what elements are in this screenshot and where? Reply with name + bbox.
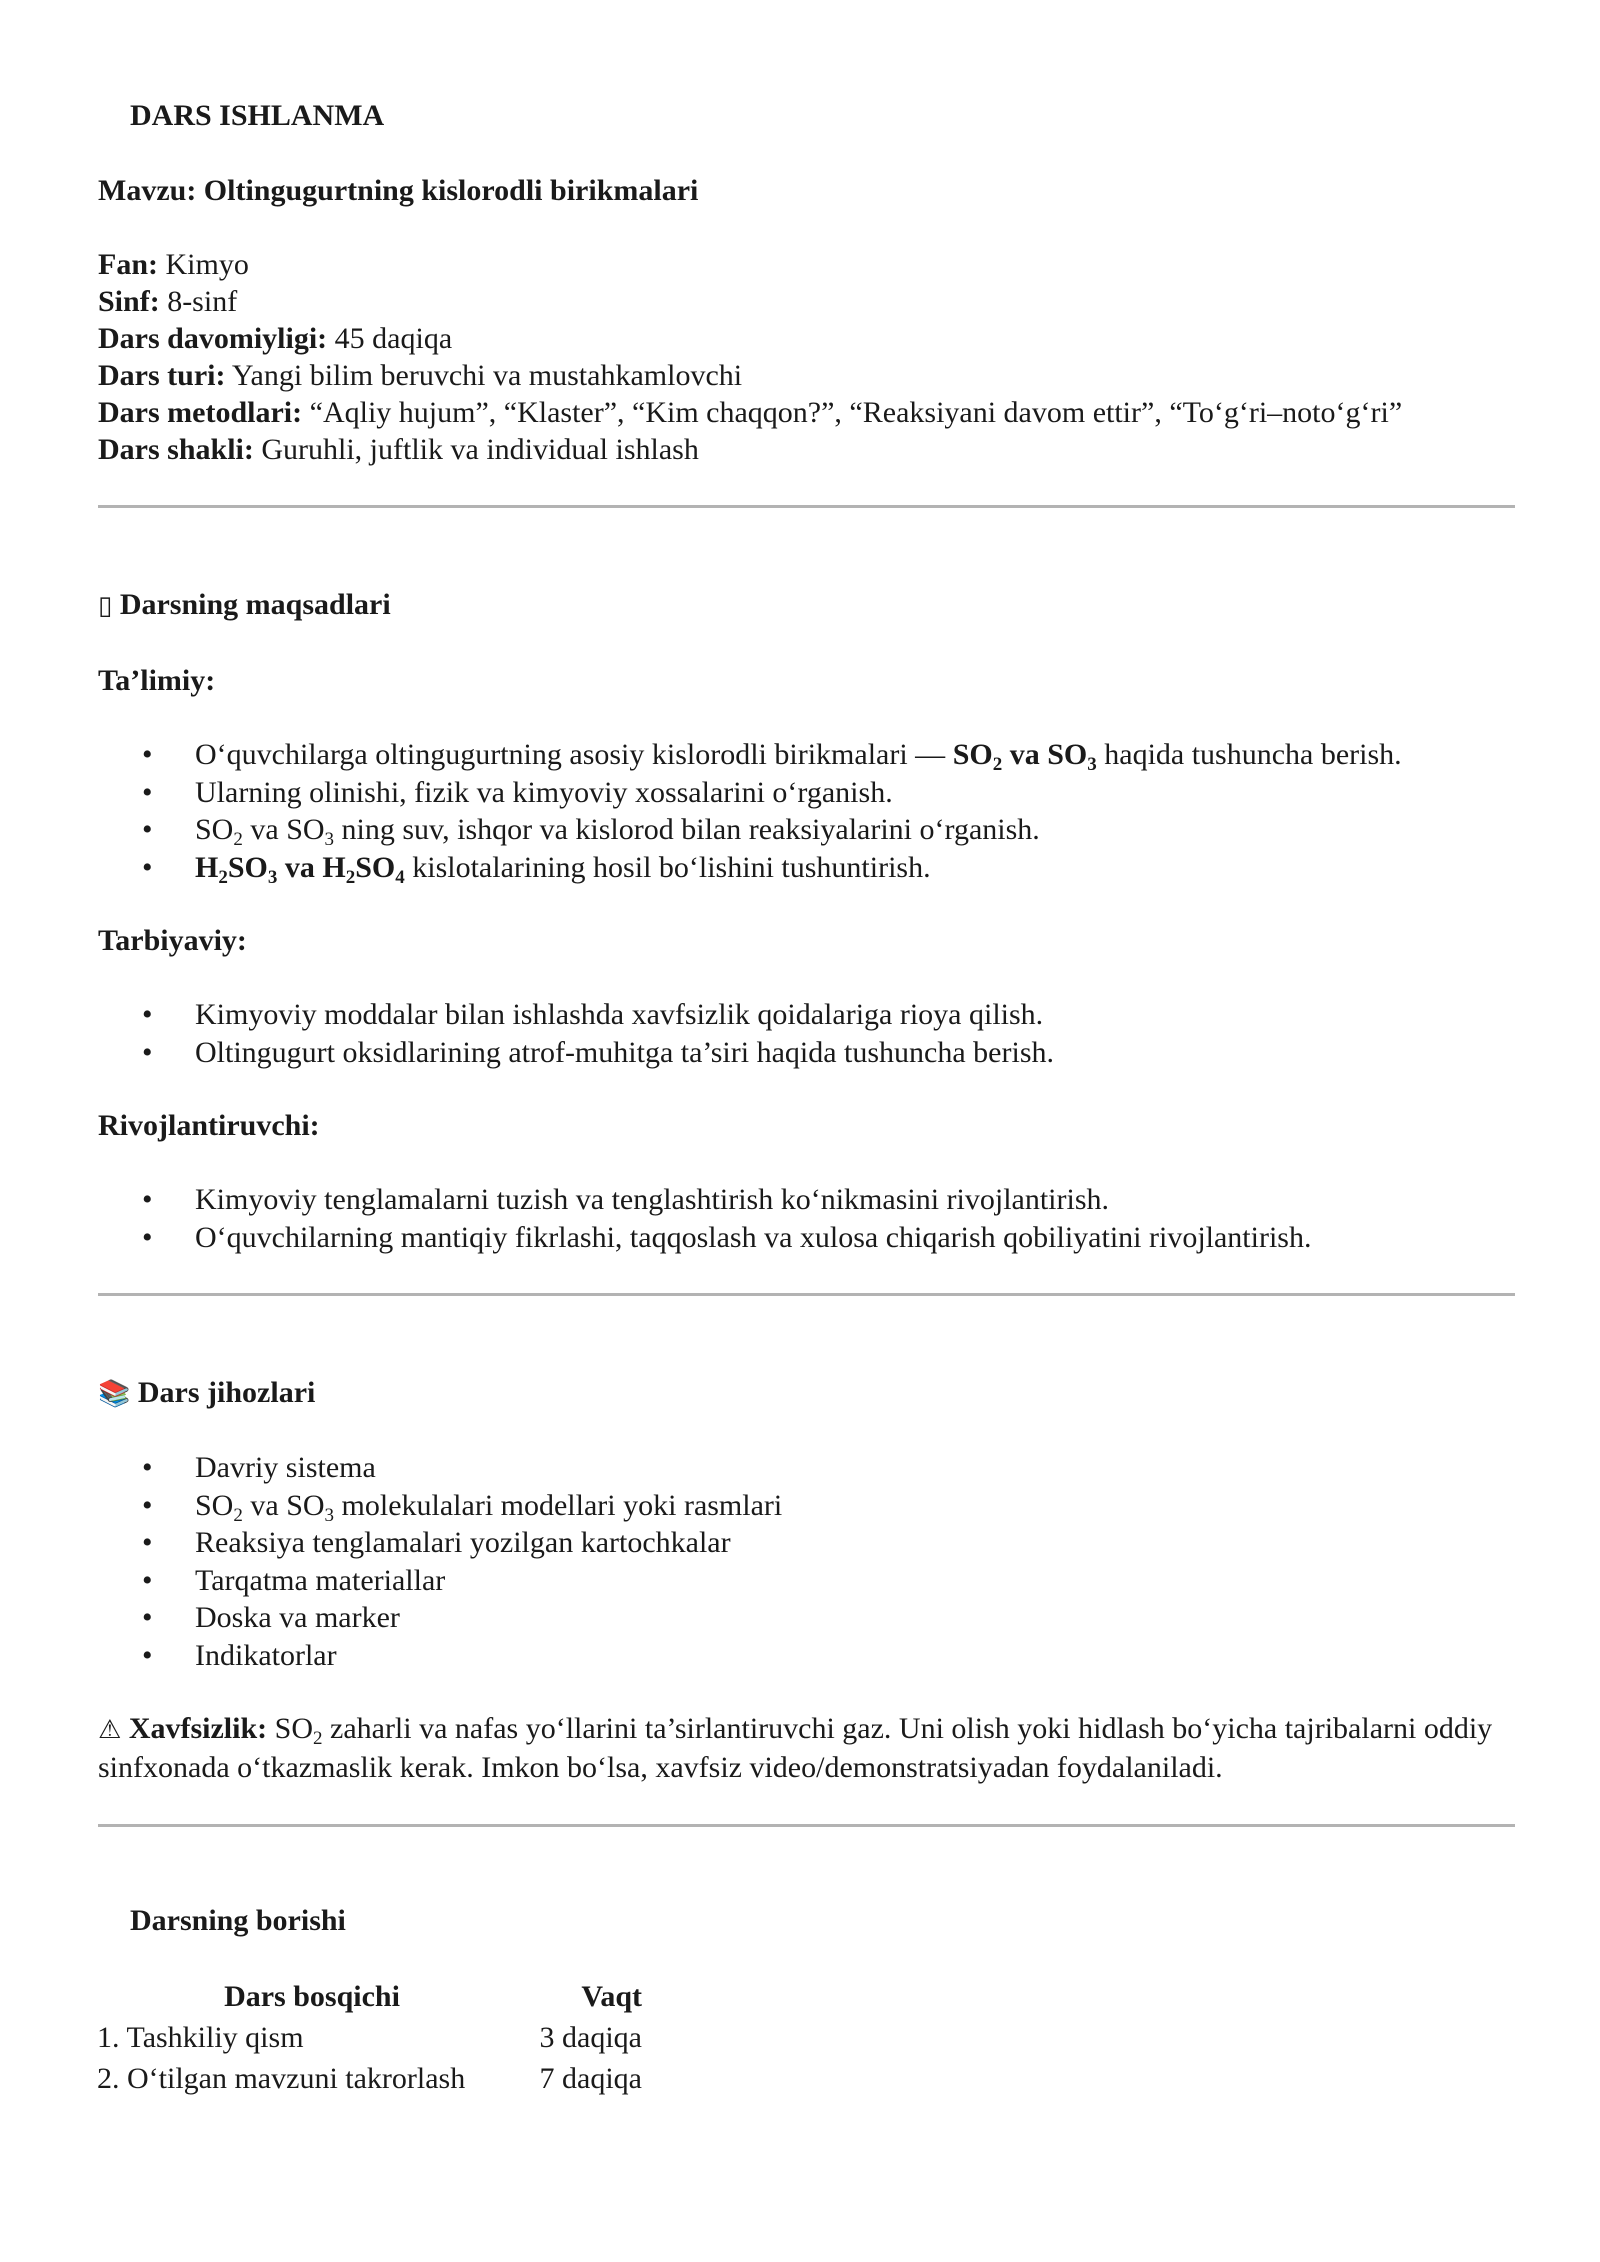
talimiy-list	[98, 736, 1518, 886]
list-item: • O‘quvchilarga oltingugurtning asosiy kislorodli birikmalari — $SO_2$ va $SO_3$ haqida tushuncha berish.	[98, 736, 1518, 774]
lesson-plan-page	[98, 96, 1518, 2099]
list-item: • $SO_2$ va $SO_3$ molekulalari modellari yoki rasmlari	[98, 1487, 1518, 1525]
equipment-heading	[98, 1373, 1518, 1414]
safety-note: ⚠ Xavfsizlik: $SO_2$ zaharli va nafas yo‘llarini ta’sirlantiruvchi gaz. Uni olish yoki hidlash bo‘yicha tajribalarni oddiy sinfxonada o‘tkazmaslik kerak. Imkon bo‘lsa, xavfsiz video/demonstratsiyadan foydalaniladi.	[98, 1712, 1493, 1784]
stage-cell: 2. O‘tilgan mavzuni takrorlash	[97, 2062, 466, 2095]
list-item: • Doska va marker	[98, 1599, 1518, 1637]
table-row	[97, 2017, 642, 2058]
section-divider	[98, 1293, 1515, 1296]
column-header-time: Vaqt	[581, 1980, 642, 2013]
list-item: • Kimyoviy tenglamalarni tuzish va tenglashtirish ko‘nikmasini rivojlantirish.	[98, 1181, 1518, 1219]
list-item: • O‘quvchilarning mantiqiy fikrlashi, taqqoslash va xulosa chiqarish qobiliyatini rivojlantirish.	[98, 1219, 1518, 1257]
talimiy-heading: Ta’limiy:	[98, 664, 216, 697]
meta-row	[98, 357, 1518, 394]
meta-label: Dars metodlari:	[98, 396, 303, 429]
lesson-meta	[98, 246, 1518, 468]
section-divider	[98, 505, 1515, 508]
meta-value: 45 daqiqa	[334, 322, 453, 355]
list-item: • $SO_2$ va $SO_3$ ning suv, ishqor va kislorod bilan reaksiyalarini o‘rganish.	[98, 811, 1518, 849]
meta-label: Fan:	[98, 248, 158, 281]
list-item: • Tarqatma materiallar	[98, 1562, 1518, 1600]
progress-heading: Darsning borishi	[130, 1904, 346, 1937]
lesson-topic: Mavzu: Oltingugurtning kislorodli birikmalari	[98, 174, 699, 207]
list-item: • Reaksiya tenglamalari yozilgan kartochkalar	[98, 1524, 1518, 1562]
lesson-stages-table	[97, 1977, 642, 2099]
meta-row	[98, 246, 1518, 283]
safety-text: zaharli va nafas yo‘llarini ta’sirlantiruvchi gaz. Uni olish yoki hidlash bo‘yicha tajribalarni oddiy sinfxonada o‘tkazmaslik kerak. Imkon bo‘lsa, xavfsiz video/demonstratsiyadan foydalaniladi.	[98, 1712, 1493, 1784]
list-item: • Davriy sistema	[98, 1449, 1518, 1487]
document-title: DARS ISHLANMA	[130, 99, 385, 132]
warning-icon: ⚠	[98, 1715, 122, 1745]
rivojlantiruvchi-list	[98, 1181, 1518, 1256]
goals-heading-text: Darsning maqsadlari	[119, 588, 391, 621]
safety-label: Xavfsizlik:	[128, 1712, 268, 1745]
stage-cell: 1. Tashkiliy qism	[97, 2021, 304, 2054]
meta-value: Yangi bilim beruvchi va mustahkamlovchi	[231, 359, 743, 392]
table-header-row	[97, 1977, 642, 2017]
meta-row	[98, 320, 1518, 357]
list-item: • Indikatorlar	[98, 1637, 1518, 1675]
time-cell: 3 daqiqa	[539, 2021, 642, 2054]
table-row	[97, 2058, 642, 2099]
meta-value: Kimyo	[165, 248, 249, 281]
list-item: • Ularning olinishi, fizik va kimyoviy xossalarini o‘rganish.	[98, 774, 1518, 812]
equipment-heading-text: Dars jihozlari	[137, 1376, 316, 1409]
goals-heading	[98, 585, 1518, 626]
section-divider	[98, 1824, 1515, 1827]
equipment-list	[98, 1449, 1518, 1674]
meta-value: Guruhli, juftlik va individual ishlash	[261, 433, 699, 466]
list-item: • $H_2SO_3$ va $H_2SO_4$ kislotalarining hosil bo‘lishini tushuntirish.	[98, 849, 1518, 887]
time-cell: 7 daqiqa	[539, 2062, 642, 2095]
meta-label: Sinf:	[98, 285, 160, 318]
list-item: • Kimyoviy moddalar bilan ishlashda xavfsizlik qoidalariga rioya qilish.	[98, 996, 1518, 1034]
tarbiyaviy-list	[98, 996, 1518, 1071]
rivojlantiruvchi-heading: Rivojlantiruvchi:	[98, 1109, 320, 1142]
books-icon: 📚	[98, 1379, 131, 1409]
list-item: • Oltingugurt oksidlarining atrof-muhitga ta’siri haqida tushuncha berish.	[98, 1034, 1518, 1072]
meta-row	[98, 283, 1518, 320]
missing-glyph-icon: ▯	[98, 591, 113, 621]
meta-value: 8-sinf	[167, 285, 238, 318]
meta-label: Dars turi:	[98, 359, 226, 392]
meta-value: “Aqliy hujum”, “Klaster”, “Kim chaqqon?”, “Reaksiyani davom ettir”, “To‘g‘ri–noto‘g‘ri”	[309, 396, 1403, 429]
meta-row	[98, 394, 1518, 431]
column-header-stage: Dars bosqichi	[224, 1980, 400, 2013]
tarbiyaviy-heading: Tarbiyaviy:	[98, 924, 247, 957]
meta-row	[98, 431, 1518, 468]
meta-label: Dars davomiyligi:	[98, 322, 328, 355]
meta-label: Dars shakli:	[98, 433, 254, 466]
